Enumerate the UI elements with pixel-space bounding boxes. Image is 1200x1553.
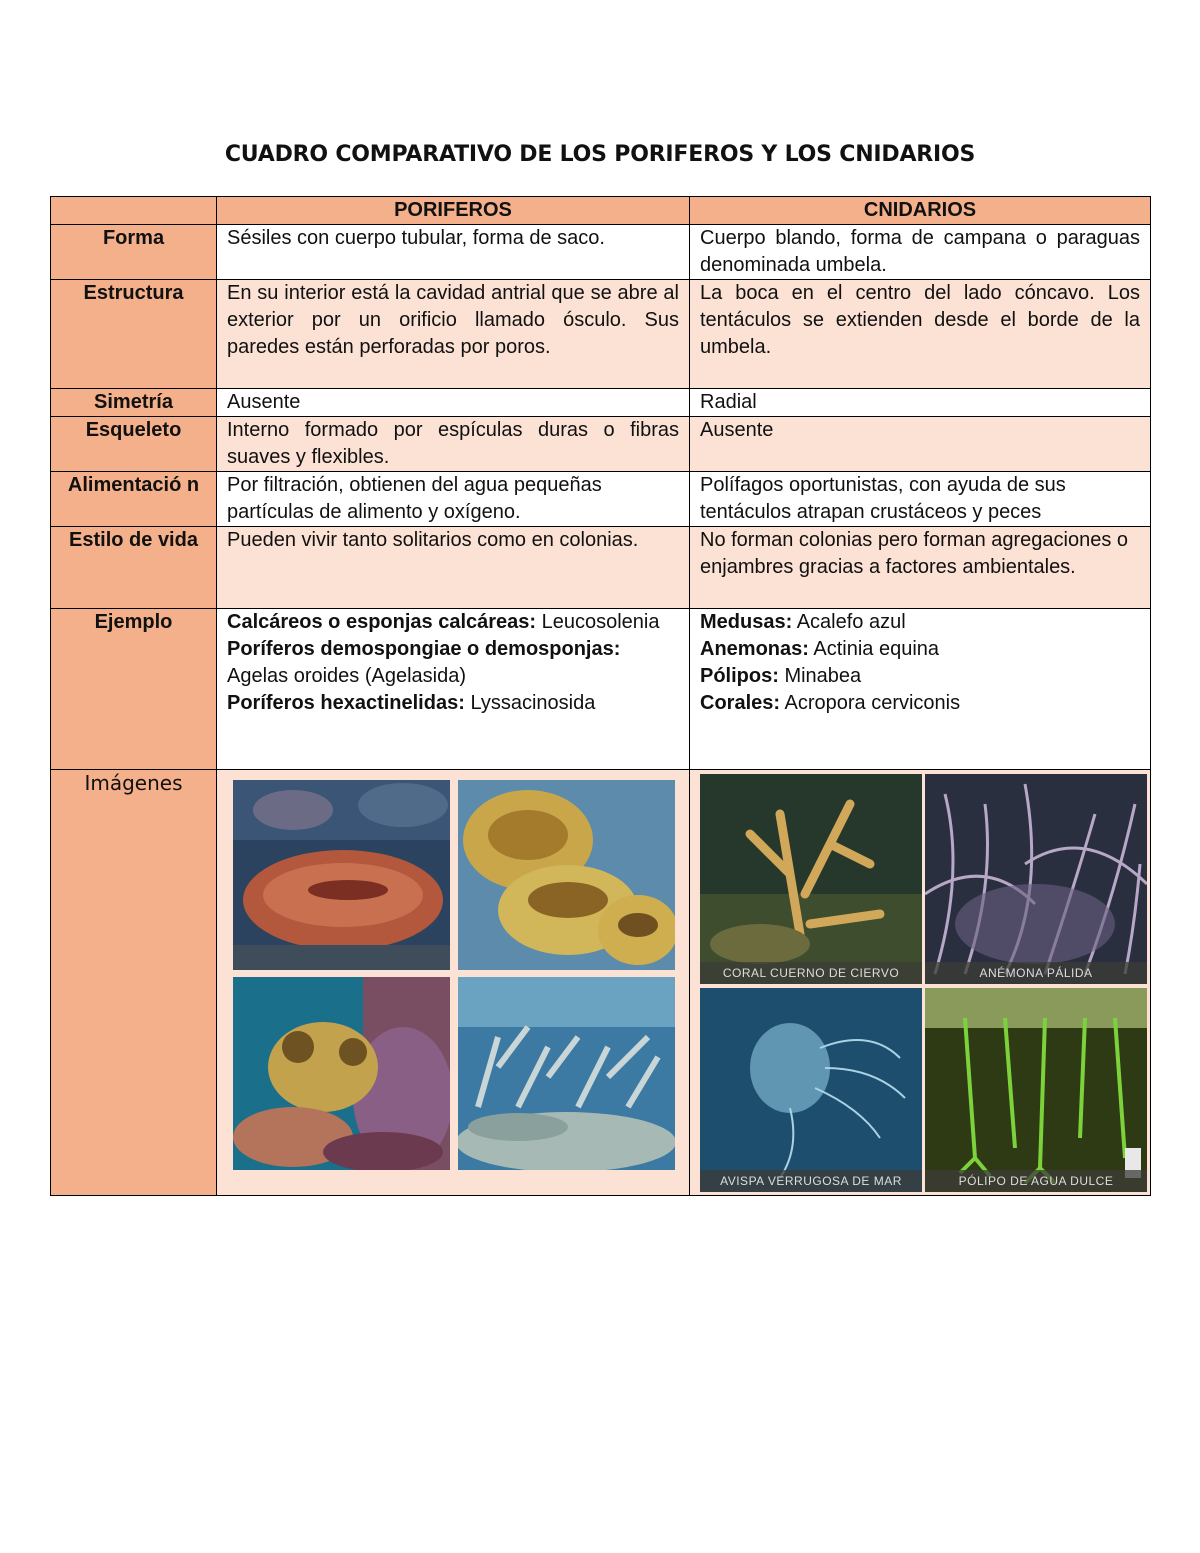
cnidarian-photo-jellyfish bbox=[700, 988, 922, 1192]
caption-anemone: ANÉMONA PÁLIDA bbox=[925, 962, 1147, 984]
poriferos-images bbox=[217, 770, 690, 1196]
poriferos-simetria: Ausente bbox=[217, 389, 690, 417]
row-estilo-de-vida bbox=[51, 527, 1151, 609]
poriferos-forma: Sésiles con cuerpo tubular, forma de saco. bbox=[217, 225, 690, 280]
example-item bbox=[700, 636, 1140, 663]
row-label-simetria: Simetría bbox=[51, 389, 217, 417]
cnidarios-simetria: Radial bbox=[690, 389, 1151, 417]
comparison-table bbox=[50, 196, 1151, 1196]
example-item bbox=[700, 609, 1140, 636]
sponge-photo-reef bbox=[233, 977, 450, 1170]
cnidarian-photo-anemone bbox=[925, 774, 1147, 984]
caption-jellyfish: AVISPA VERRUGOSA DE MAR bbox=[700, 1170, 922, 1192]
cnidarian-photo-polyp bbox=[925, 988, 1147, 1192]
cnidarian-photo-coral bbox=[700, 774, 922, 984]
example-group: Pólipos: bbox=[700, 665, 779, 687]
header-row bbox=[51, 197, 1151, 225]
cnidarios-alimentacion: Polífagos oportunistas, con ayuda de sus tentáculos atrapan crustáceos y peces bbox=[690, 472, 1151, 527]
example-species: Agelas oroides (Agelasida) bbox=[227, 665, 467, 687]
example-group: Anemonas: bbox=[700, 638, 809, 660]
cnidarios-esqueleto: Ausente bbox=[690, 417, 1151, 472]
poriferos-estilo-de-vida: Pueden vivir tanto solitarios como en colonias. bbox=[217, 527, 690, 609]
example-species: Acalefo azul bbox=[796, 611, 906, 633]
example-species: Actinia equina bbox=[813, 638, 940, 660]
poriferos-ejemplos bbox=[217, 609, 690, 770]
example-item bbox=[700, 663, 1140, 690]
example-item bbox=[227, 690, 679, 717]
row-label-ejemplo: Ejemplo bbox=[51, 609, 217, 770]
cnidarios-images bbox=[690, 770, 1151, 1196]
page-title: CUADRO COMPARATIVO DE LOS PORIFEROS Y LOS CNIDARIOS bbox=[224, 142, 976, 167]
poriferos-esqueleto: Interno formado por espículas duras o fibras suaves y flexibles. bbox=[217, 417, 690, 472]
row-label-forma: Forma bbox=[51, 225, 217, 280]
example-group: Medusas: bbox=[700, 611, 793, 633]
cnidarios-forma: Cuerpo blando, forma de campana o paraguas denominada umbela. bbox=[690, 225, 1151, 280]
poriferos-estructura: En su interior está la cavidad antrial que se abre al exterior por un orificio llamado ósculo. Sus paredes están perforadas por poros. bbox=[217, 280, 690, 389]
example-item bbox=[227, 609, 679, 636]
row-ejemplo bbox=[51, 609, 1151, 770]
row-label-imagenes: Imágenes bbox=[51, 770, 217, 1196]
example-species: Minabea bbox=[784, 665, 862, 687]
header-cnidarios: CNIDARIOS bbox=[690, 197, 1151, 225]
example-group: Poríferos demospongiae o demosponjas: bbox=[227, 638, 621, 660]
row-forma bbox=[51, 225, 1151, 280]
row-label-alimentacion: Alimentació n bbox=[51, 472, 217, 527]
row-imagenes bbox=[51, 770, 1151, 1196]
example-species: Leucosolenia bbox=[541, 611, 660, 633]
coral-photo-branching bbox=[458, 977, 675, 1170]
example-group: Calcáreos o esponjas calcáreas: bbox=[227, 611, 537, 633]
cnidarios-estilo-de-vida: No forman colonias pero forman agregaciones o enjambres gracias a factores ambientales. bbox=[690, 527, 1151, 609]
cnidarios-estructura: La boca en el centro del lado cóncavo. Los tentáculos se extienden desde el borde de la umbela. bbox=[690, 280, 1151, 389]
poriferos-alimentacion: Por filtración, obtienen del agua pequeñas partículas de alimento y oxígeno. bbox=[217, 472, 690, 527]
example-species: Lyssacinosida bbox=[470, 692, 596, 714]
header-poriferos: PORIFEROS bbox=[217, 197, 690, 225]
example-group: Poríferos hexactinelidas: bbox=[227, 692, 465, 714]
corner-cell bbox=[51, 197, 217, 225]
row-simetria bbox=[51, 389, 1151, 417]
row-estructura bbox=[51, 280, 1151, 389]
row-label-estilo-de-vida: Estilo de vida bbox=[51, 527, 217, 609]
cnidarios-ejemplos bbox=[690, 609, 1151, 770]
example-species: Acropora cerviconis bbox=[784, 692, 961, 714]
caption-polyp: PÓLIPO DE AGUA DULCE bbox=[925, 1170, 1147, 1192]
row-label-estructura: Estructura bbox=[51, 280, 217, 389]
sponge-photo-yellow bbox=[458, 780, 675, 970]
row-esqueleto bbox=[51, 417, 1151, 472]
example-item bbox=[227, 636, 679, 690]
row-alimentacion bbox=[51, 472, 1151, 527]
caption-coral: CORAL CUERNO DE CIERVO bbox=[700, 962, 922, 984]
example-group: Corales: bbox=[700, 692, 781, 714]
row-label-esqueleto: Esqueleto bbox=[51, 417, 217, 472]
sponge-photo-orange bbox=[233, 780, 450, 970]
example-item bbox=[700, 690, 1140, 717]
